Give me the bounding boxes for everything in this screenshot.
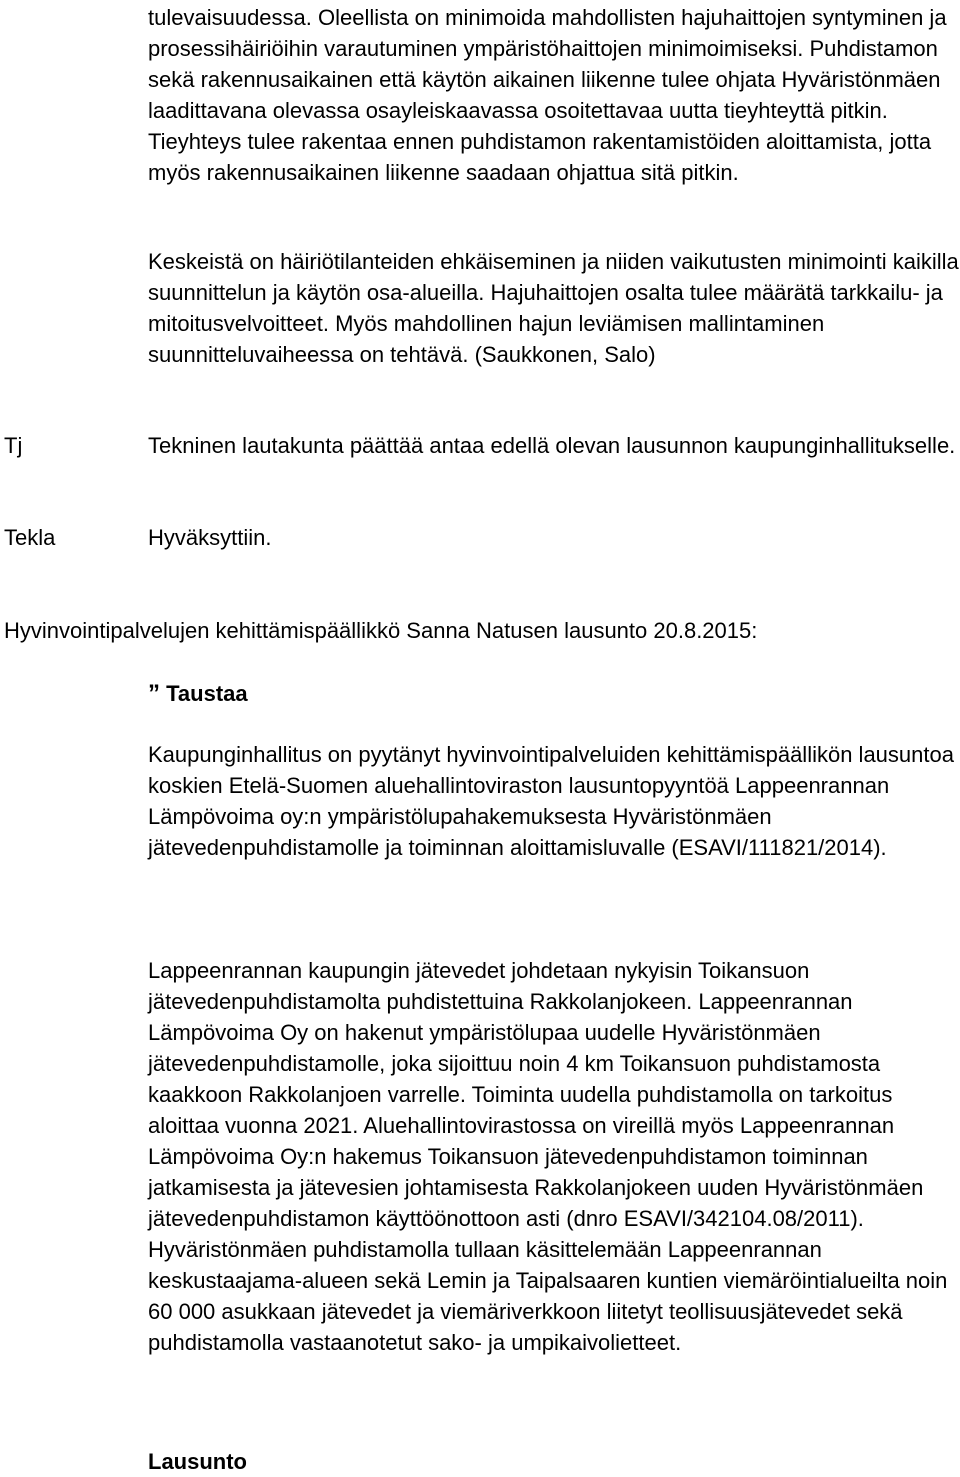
quote-mark: ” [148,680,160,707]
tj-proposal-text: Tekninen lautakunta päättää antaa edellä olevan lausunnon kaupunginhallitukselle. [148,433,956,458]
tekla-decision-text: Hyväksyttiin. [148,525,272,550]
paragraph-disturbance-prevention: Keskeistä on häiriötilanteiden ehkäiseminen ja niiden vaikutusten minimointi kaikilla suunnittelun ja käytön osa-alueilla. Hajuhaittojen osalta tulee määrätä tarkkailu- ja mitoitusvelvoitteet. Myös mahdollinen hajun leviämisen mallintaminen suunnitteluvaiheessa on tehtävä. (Saukkonen, Salo) [148,249,959,367]
lausunto-title: Lausunto [148,1449,247,1474]
background-title [148,678,960,709]
statement-heading: Hyvinvointipalvelujen kehittämispäällikkö Sanna Natusen lausunto 20.8.2015: [4,618,758,643]
background-paragraph-request: Kaupunginhallitus on pyytänyt hyvinvointipalveluiden kehittämispäällikön lausuntoa koskien Etelä-Suomen aluehallintoviraston lausuntopyyntöä Lappeenrannan Lämpövoima oy:n ympäristölupahakemuksesta Hyväristönmäen jätevedenpuhdistamolle ja toiminnan aloittamisluvalle (ESAVI/111821/2014). [148,742,954,860]
paragraph-traffic-route: tulevaisuudessa. Oleellista on minimoida mahdollisten hajuhaittojen syntyminen ja prosessihäiriöihin varautuminen ympäristöhaittojen minimoimiseksi. Puhdistamon sekä rakennusaikainen että käytön aikainen liikenne tulee ohjata Hyväristönmäen laadittavana olevassa osayleiskaavassa osoitettavaa uutta tieyhteyttä pitkin. Tieyhteys tulee rakentaa ennen puhdistamon rakentamistöiden aloittamista, jotta myös rakennusaikainen liikenne saadaan ohjattua sitä pitkin. [148,5,947,185]
background-paragraph-wastewater: Lappeenrannan kaupungin jätevedet johdetaan nykyisin Toikansuon jätevedenpuhdistamolta puhdistettuina Rakkolanjokeen. Lappeenrannan Lämpövoima Oy on hakenut ympäristölupaa uudelle Hyväristönmäen jätevedenpuhdistamolle, joka sijoittuu noin 4 km Toikansuon puhdistamosta kaakkoon Rakkolanjoen varrelle. Toiminta uudella puhdistamolla on tarkoitus aloittaa vuonna 2021. Aluehallintovirastossa on vireillä myös Lappeenrannan Lämpövoima Oy:n hakemus Toikansuon jätevedenpuhdistamon toiminnan jatkamisesta ja jätevesien johtamisesta Rakkolanjokeen uuden Hyväristönmäen jätevedenpuhdistamon käyttöönottoon asti (dnro ESAVI/342104.08/2011). Hyväristönmäen puhdistamolla tullaan käsittelemään Lappeenrannan keskustaajama-alueen sekä Lemin ja Taipalsaaren kuntien viemäröintialueilta noin 60 000 asukkaan jätevedet ja viemäriverkkoon liitetyt teollisuusjätevedet sekä puhdistamolla vastaanotetut sako- ja umpikaivolietteet. [148,958,948,1355]
tj-label: Tj [4,433,23,458]
background-title-text: Taustaa [166,681,248,706]
tekla-label: Tekla [4,525,56,550]
